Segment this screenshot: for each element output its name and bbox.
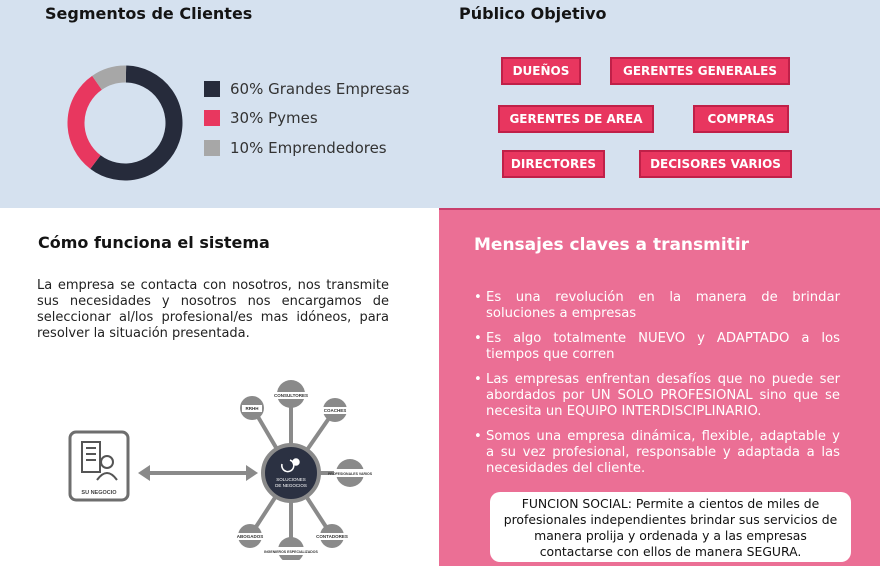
legend-swatch-grandes [204,81,220,97]
tag-duenos: DUEÑOS [501,57,581,85]
como-funciona-panel [0,208,439,566]
tag-gerentes-de-area: GERENTES DE AREA [498,105,654,133]
tag-directores: DIRECTORES [502,150,605,178]
slice-grandes-empresas [95,74,174,172]
publico-title: Público Objetivo [459,4,607,23]
su-negocio-label: SU NEGOCIO [81,490,117,496]
legend-label-emprendedores: 10% Emprendedores [230,138,387,157]
mensajes-list [474,290,840,486]
segmentos-legend [204,74,409,163]
double-arrow-icon [138,465,258,481]
funcion-social-box: FUNCION SOCIAL: Permite a cientos de miles de profesionales independientes brindar sus servicios de manera prolija y ordenada y a las empresas contactarse con ellos de manera SEGURA. [490,492,851,562]
publico-panel [439,0,880,208]
node-label-coaches: COACHES [323,408,347,413]
mensaje-item: • Las empresas enfrentan desafíos que no puede ser abordados por UN SOLO PROFESIONAL sino que se necesita un EQUIPO INTERDISCIPLINARIO. [474,372,840,420]
center-label-line1: SOLUCIONES [276,477,306,482]
tag-compras: COMPRAS [693,105,789,133]
node-label-profesionales: PROFESIONALES VARIOS [327,472,373,476]
como-funciona-title: Cómo funciona el sistema [38,233,270,252]
node-label-ingenieros: INGENIEROS ESPECIALIZADOS [264,550,318,554]
tag-gerentes-generales: GERENTES GENERALES [610,57,790,85]
center-node [263,445,319,501]
segmentos-title: Segmentos de Clientes [45,4,253,23]
node-label-contadores: CONTADORES [316,534,348,539]
node-label-consultores: CONSULTORES [273,393,309,398]
legend-item-emprendedores [204,133,409,163]
mensaje-item: • Somos una empresa dinámica, flexible, adaptable y a su vez profesional, responsable y adaptada a las necesidades del cliente. [474,429,840,477]
segmentos-donut-chart [60,58,190,188]
mensaje-item: • Es algo totalmente NUEVO y ADAPTADO a los tiempos que corren [474,331,840,363]
legend-label-grandes: 60% Grandes Empresas [230,79,410,98]
legend-swatch-emprendedores [204,140,220,156]
tag-decisores-varios: DECISORES VARIOS [639,150,792,178]
building-icon [82,442,100,472]
node-label-rrhh: RRHH [245,406,259,411]
legend-item-grandes [204,74,409,104]
legend-item-pymes [204,104,409,134]
mensajes-panel [439,208,880,566]
system-diagram [60,380,380,560]
legend-swatch-pymes [204,110,220,126]
mensajes-title: Mensajes claves a transmitir [474,235,750,255]
center-label-line2: DE NEGOCIOS [275,483,307,488]
slice-pymes [76,83,97,162]
slice-emprendedores [97,74,126,83]
mensaje-item: • Es una revolución en la manera de brindar soluciones a empresas [474,290,840,322]
como-funciona-description: La empresa se contacta con nosotros, nos transmite sus necesidades y nosotros nos encargamos de seleccionar al/los profesional/es mas idóneos, para resolver la situación presentada. [37,278,389,341]
node-label-abogados: ABOGADOS [236,534,264,539]
segmentos-panel [0,0,439,208]
legend-label-pymes: 30% Pymes [230,109,318,128]
